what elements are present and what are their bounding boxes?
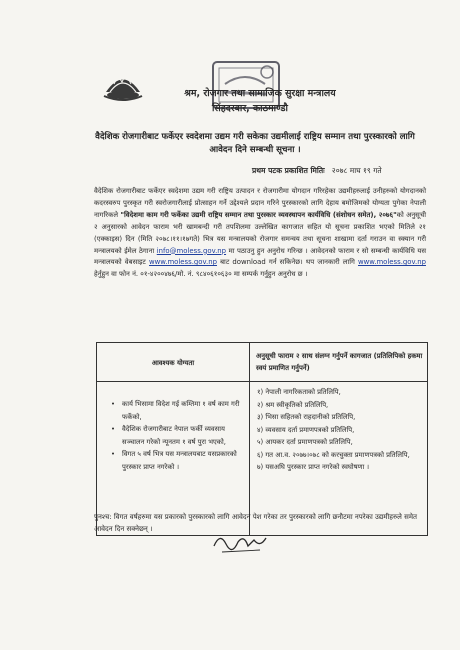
- postscript: पुनश्च: विगत वर्षहरुमा यस प्रकारको पुरस्कारको लागि आवेदन पेश गरेका तर पुरस्कारको लागि छनौटमा नपरेका उद्यमीहरुले समेत आवेदन दिन सक्नेछन् ।: [94, 513, 418, 533]
- email-link[interactable]: info@moless.gov.np: [156, 246, 227, 255]
- list-item: • कार्य भिसामा विदेश गई कम्तिमा १ वर्ष काम गरी फर्केको,: [120, 398, 248, 423]
- list-item: ४) व्यवसाय दर्ता प्रमाणपत्रको प्रतिलिपि,: [257, 425, 355, 434]
- list-item: ७) यसअघि पुरस्कार प्राप्त नगरेको स्वघोषणा ।: [257, 463, 370, 471]
- list-item: ३) भिसा सहितको राहदानीको प्रतिलिपि,: [257, 413, 356, 421]
- body-part-5: हेर्नुहुन वा फोन नं. ०१-४२००४७६/मो. नं. ९८४०६१०६३० मा सम्पर्क गर्नुहुन अनुरोध छ ।: [94, 270, 308, 279]
- notice-body: [94, 186, 426, 281]
- publication-date-value: २०७८ माघ १९ गते: [331, 166, 382, 175]
- ministry-header: [0, 86, 460, 114]
- list-item: • विगत ५ वर्ष भित्र यस मन्त्रालयबाट यसप्रकारको पुरस्कार प्राप्त नगरेको ।: [120, 448, 248, 473]
- documents-header: अनुसूची फाराम २ साथ संलग्न गर्नुपर्ने कागजात (प्रतिलिपिको हकमा स्वयं प्रमाणित गर्नुपर्ने): [250, 343, 428, 382]
- requirements-table: [96, 342, 428, 536]
- website-link[interactable]: www.moless.gov.np: [149, 258, 217, 267]
- signature: [210, 528, 270, 558]
- list-item: १) नेपाली नागरिकताको प्रतिलिपि,: [257, 388, 341, 396]
- procedure-name: "विदेशमा काम गरी फर्केका उद्यमी राष्ट्रिय सम्मान तथा पुरस्कार व्यवस्थापन कार्यविधि (संशोधन समेत), २०७६": [120, 210, 397, 219]
- website-link-2[interactable]: www.moless.gov.np: [358, 258, 426, 267]
- publication-date: [252, 166, 382, 176]
- ministry-location: सिंहदरबार, काठमाण्डौ: [211, 103, 288, 114]
- notice-title: वैदेशिक रोजगारीबाट फर्केएर स्वदेशमा उद्यम गरी सकेका उद्यमीलाई राष्ट्रिय सम्मान तथा पुरस्कारको लागि आवेदन दिने सम्बन्धी सूचना ।: [95, 132, 415, 155]
- list-item: ५) आयकर दर्ता प्रमाणपत्रको प्रतिलिपि,: [257, 438, 353, 446]
- body-part-3: मा पठाउनु हुन अनुरोध गरिन्छ । आवेदनको फाराम र सो सम्बन्धी कार्यविधि यस मन्त्रालयको वेबसाइट: [94, 246, 426, 267]
- list-item: • वैदेशिक रोजगारीबाट नेपाल फर्की व्यवसाय सञ्चालन गरेको न्यूनतम १ वर्ष पुरा भएको,: [120, 423, 248, 448]
- list-item: २) श्रम स्वीकृतिको प्रतिलिपि,: [257, 400, 329, 409]
- list-item: ६) गत आ.व. २०७७।०७८ को करचुक्ता प्रमाणपत्रको प्रतिलिपि,: [257, 450, 410, 459]
- qualification-header: आवश्यक योग्यता: [97, 343, 250, 382]
- ministry-name: श्रम, रोजगार तथा सामाजिक सुरक्षा मन्त्रालय: [184, 88, 336, 99]
- publication-label: प्रथम पटक प्रकाशित मितिः: [252, 166, 325, 175]
- qualification-list: [98, 398, 248, 473]
- body-part-4: बाट download गर्न सकिनेछ। थप जानकारी लागि: [220, 258, 355, 267]
- body-part-2: को अनुसूची २ अनुसारको आवेदन फाराम भरी खामबन्दी गरी तपशिलमा उल्लेखित कागजात सहित यो सूचना प्रकाशित भएको मितिले २१ (एक्काइस) दिन (मिति २०७८।११।१७गते) भित्र यस मन्त्रालयको रोजगार समन्वय तथा सूचना शाखामा दर्ता गराउन वा स्क्यान गरी मन्त्रालयको ईमेल ठेगाना: [94, 210, 426, 255]
- body-part-1: वैदेशिक रोजगारीबाट फर्केएर स्वदेशमा उद्यम गरी राष्ट्रिय उत्पादन र रोजगारीमा योगदान गरिरहेका उद्यमीहरुलाई उनीहरुको योगदानको कदरस्वरुप पुरस्कृत गरी स्वरोजगारीलाई प्रोत्साहन गर्ने उद्देश्यले प्रदान गरिने पुरस्कारको लागि देहाय बमोजिमको योग्यता पुगेका नेपाली नागरिकले: [94, 187, 426, 219]
- table-header-row: [97, 343, 428, 382]
- documents-list: [251, 386, 426, 474]
